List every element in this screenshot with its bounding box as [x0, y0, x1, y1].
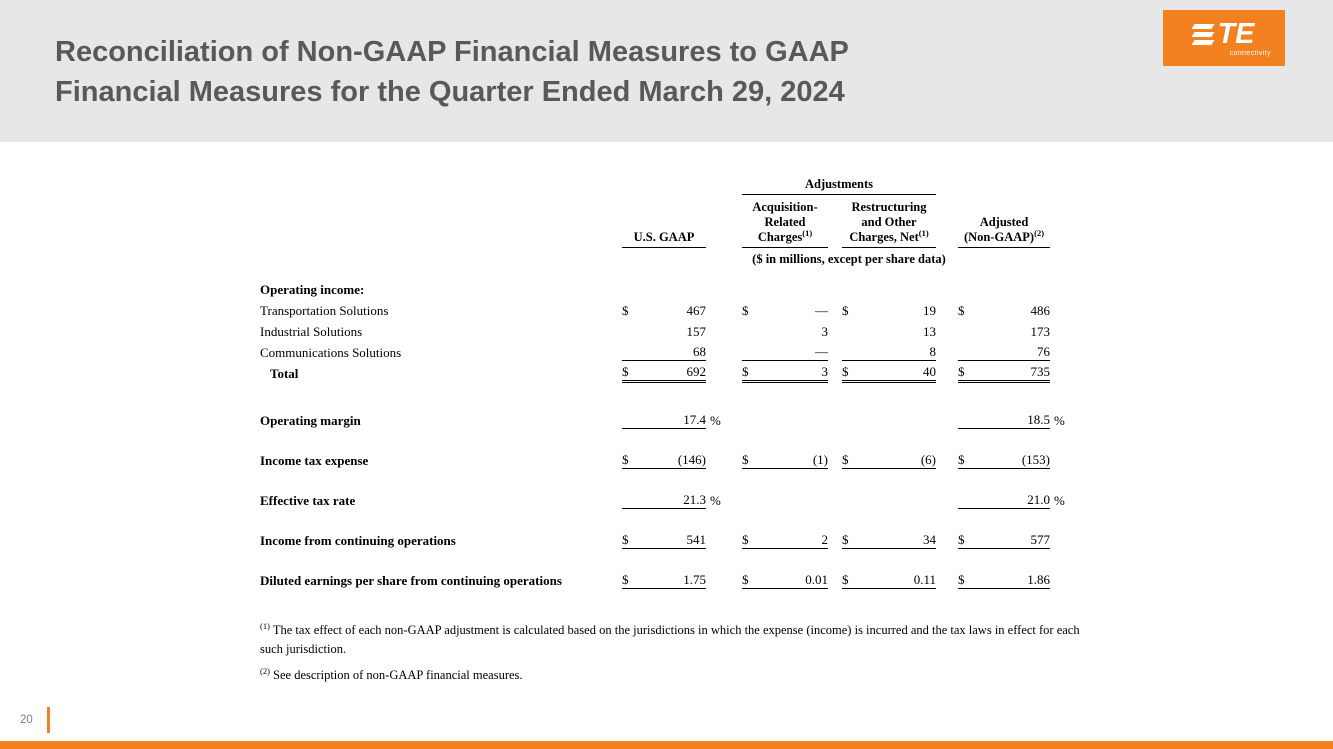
cell-value: 13: [923, 323, 936, 339]
slide-title-line-2: Financial Measures for the Quarter Ended March 29, 2024: [55, 76, 845, 108]
row-operating-income-section: [260, 275, 1076, 298]
spacer-row: [260, 429, 1076, 448]
row-label: Income from continuing operations: [260, 532, 456, 548]
cell-us-gaap: [622, 488, 706, 509]
cell-acquisition-charges: [742, 528, 828, 549]
cell-value: 486: [1030, 302, 1050, 318]
currency-symbol: $: [842, 452, 849, 467]
cell-value: (146): [677, 452, 706, 467]
row-communications-solutions: [260, 340, 1076, 361]
currency-symbol: $: [842, 532, 849, 547]
cell-restructuring-charges: [842, 488, 936, 509]
cell-acquisition-charges: [742, 448, 828, 469]
row-effective-tax-rate: [260, 488, 1076, 509]
cell-value: (153): [1021, 452, 1050, 467]
currency-symbol: $: [622, 572, 629, 587]
row-industrial-solutions: [260, 319, 1076, 340]
reconciliation-table: [260, 174, 1076, 589]
column-header-acquisition-charges: Acquisition- Related Charges$^{(1)}$: [742, 194, 828, 247]
column-header-row: [260, 194, 1076, 247]
row-label: Industrial Solutions: [260, 323, 363, 339]
footnote-2: [260, 666, 1080, 685]
cell-value: 21.0: [1027, 492, 1050, 507]
row-operating-margin: [260, 408, 1076, 429]
cell-us-gaap: [622, 298, 706, 319]
cell-value: 3: [821, 364, 828, 379]
row-label: Transportation Solutions: [260, 302, 389, 318]
units-note: ($ in millions, except per share data): [752, 251, 946, 266]
row-label: Income tax expense: [260, 452, 369, 468]
cell-value: 541: [686, 532, 706, 547]
currency-symbol: $: [622, 364, 629, 379]
adjustments-header-row: [260, 174, 1076, 194]
spacer-row: [260, 509, 1076, 528]
cell-value: 1.86: [1027, 572, 1050, 587]
row-diluted-eps: [260, 568, 1076, 589]
row-label: Operating margin: [260, 412, 361, 428]
cell-adjusted: [958, 340, 1050, 361]
currency-symbol: $: [958, 532, 965, 547]
cell-acquisition-charges: [742, 568, 828, 589]
spacer-row: [260, 549, 1076, 568]
row-label: Communications Solutions: [260, 344, 402, 360]
cell-adjusted: [958, 408, 1050, 429]
currency-symbol: $: [622, 302, 629, 318]
currency-symbol: $: [958, 302, 965, 318]
te-logo-subtext: connectivity: [1229, 49, 1271, 57]
cell-us-gaap: [622, 319, 706, 340]
column-header-adjusted-non-gaap: Adjusted (Non-GAAP)$^{(2)}$: [958, 194, 1050, 247]
cell-value: (1): [812, 452, 828, 467]
currency-symbol: $: [958, 572, 965, 587]
cell-value: 1.75: [683, 572, 706, 587]
te-logo-text: TE: [1217, 17, 1255, 50]
currency-symbol: $: [622, 532, 629, 547]
row-label: Total: [270, 365, 299, 381]
cell-us-gaap: [622, 361, 706, 382]
cell-adjusted: [958, 528, 1050, 549]
currency-symbol: $: [742, 452, 749, 467]
cell-value: 467: [686, 302, 706, 318]
cell-restructuring-charges: [842, 298, 936, 319]
table-area: [260, 174, 1080, 691]
cell-restructuring-charges: [842, 568, 936, 589]
cell-us-gaap: [622, 528, 706, 549]
percent-sign: %: [710, 492, 721, 508]
cell-value: (6): [920, 452, 936, 467]
cell-restructuring-charges: [842, 448, 936, 469]
cell-acquisition-charges: [742, 298, 828, 319]
te-connectivity-logo: [1163, 10, 1285, 66]
adjustments-header: Adjustments: [742, 174, 936, 194]
cell-adjusted: [958, 361, 1050, 382]
footnote-2-marker: (2): [260, 665, 270, 676]
cell-value: —: [815, 302, 828, 318]
cell-value: 21.3: [683, 492, 706, 507]
units-note-row: [260, 247, 1076, 275]
cell-adjusted: [958, 488, 1050, 509]
row-income-tax-expense: [260, 448, 1076, 469]
cell-restructuring-charges: [842, 319, 936, 340]
cell-us-gaap: [622, 340, 706, 361]
cell-us-gaap: [622, 448, 706, 469]
cell-value: 173: [1030, 323, 1050, 339]
cell-us-gaap: [622, 568, 706, 589]
cell-value: 735: [1030, 364, 1050, 379]
cell-acquisition-charges: [742, 361, 828, 382]
slide-title-line-1: Reconciliation of Non-GAAP Financial Measures to GAAP: [55, 36, 849, 68]
cell-restructuring-charges: [842, 340, 936, 361]
spacer-row: [260, 382, 1076, 408]
cell-acquisition-charges: [742, 319, 828, 340]
footnote-ref-2: (2): [1034, 227, 1045, 238]
row-transportation-solutions: [260, 298, 1076, 319]
currency-symbol: $: [742, 572, 749, 587]
percent-sign: %: [710, 412, 721, 428]
slide-title: [55, 32, 849, 112]
cell-value: 3: [821, 323, 828, 339]
cell-value: 2: [821, 532, 828, 547]
cell-acquisition-charges: [742, 488, 828, 509]
page-footer: [20, 707, 50, 733]
cell-us-gaap: [622, 408, 706, 429]
currency-symbol: $: [958, 364, 965, 379]
cell-value: 0.11: [913, 572, 936, 587]
bottom-accent-bar: [0, 741, 1333, 749]
currency-symbol: $: [958, 452, 965, 467]
cell-value: 68: [693, 344, 706, 359]
column-header-restructuring-charges: Restructuring and Other Charges, Net$^{(1)}$: [842, 194, 936, 247]
cell-adjusted: [958, 298, 1050, 319]
cell-value: 692: [686, 364, 706, 379]
cell-value: 8: [929, 344, 936, 359]
cell-value: 76: [1037, 344, 1050, 359]
cell-value: 17.4: [683, 412, 706, 427]
percent-sign: %: [1054, 492, 1065, 508]
footnotes: [260, 621, 1080, 684]
cell-value: 19: [923, 302, 936, 318]
cell-value: 34: [923, 532, 936, 547]
cell-adjusted: [958, 448, 1050, 469]
currency-symbol: $: [842, 364, 849, 379]
cell-restructuring-charges: [842, 528, 936, 549]
cell-value: —: [815, 344, 828, 359]
currency-symbol: $: [742, 302, 749, 318]
row-label: Effective tax rate: [260, 492, 356, 508]
spacer-row: [260, 469, 1076, 488]
page-number-divider: [47, 707, 50, 733]
cell-value: 577: [1030, 532, 1050, 547]
currency-symbol: $: [622, 452, 629, 467]
row-total: [260, 361, 1076, 382]
footnote-1: [260, 621, 1080, 659]
footnote-ref-1: (1): [802, 227, 813, 238]
cell-adjusted: [958, 319, 1050, 340]
footnote-2-text: See description of non-GAAP financial measures.: [273, 667, 523, 682]
te-logo-mark: [1193, 17, 1255, 50]
percent-sign: %: [1054, 412, 1065, 428]
page-number: 20: [20, 714, 33, 726]
currency-symbol: $: [842, 302, 849, 318]
row-label: Operating income:: [260, 281, 365, 297]
cell-value: 40: [923, 364, 936, 379]
cell-value: 18.5: [1027, 412, 1050, 427]
cell-acquisition-charges: [742, 340, 828, 361]
column-header-us-gaap: U.S. GAAP: [622, 194, 706, 247]
footnote-ref-1: (1): [918, 227, 929, 238]
currency-symbol: $: [842, 572, 849, 587]
currency-symbol: $: [742, 364, 749, 379]
cell-value: 157: [686, 323, 706, 339]
cell-adjusted: [958, 568, 1050, 589]
footnote-1-text: The tax effect of each non-GAAP adjustment is calculated based on the jurisdictions in which the expense (income) is incurred and the tax laws in effect for each such jurisdiction.: [260, 623, 1080, 656]
cell-value: 0.01: [805, 572, 828, 587]
te-logo-bars-icon: [1193, 24, 1213, 45]
footnote-1-marker: (1): [260, 620, 270, 631]
cell-acquisition-charges: [742, 408, 828, 429]
row-income-from-continuing-operations: [260, 528, 1076, 549]
cell-restructuring-charges: [842, 408, 936, 429]
cell-restructuring-charges: [842, 361, 936, 382]
row-label: Diluted earnings per share from continuing operations: [260, 572, 562, 588]
currency-symbol: $: [742, 532, 749, 547]
